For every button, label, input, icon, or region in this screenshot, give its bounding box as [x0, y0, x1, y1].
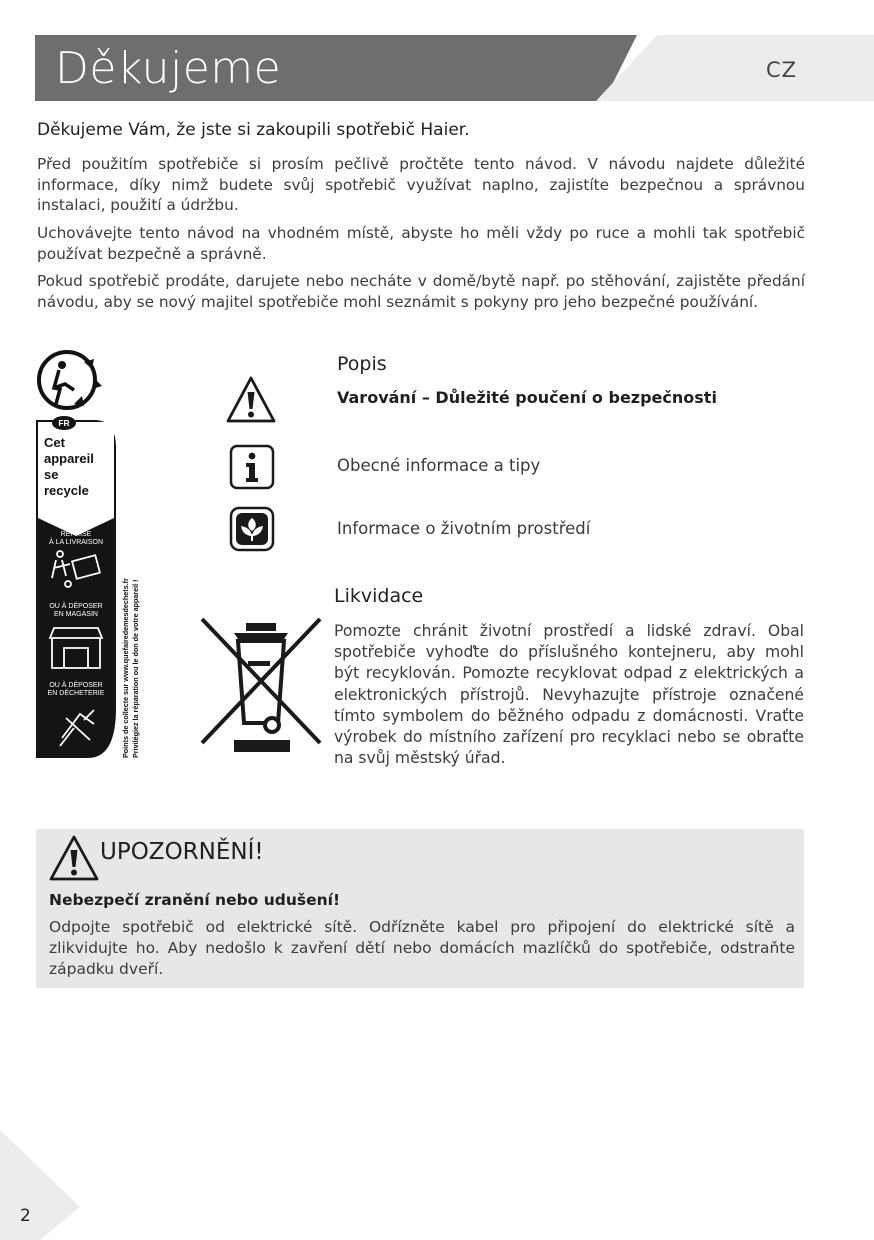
legend-title: Popis	[337, 353, 387, 375]
page-number: 2	[20, 1206, 31, 1226]
warning-title: UPOZORNĚNÍ!	[100, 839, 264, 865]
warning-triangle-icon	[225, 375, 277, 425]
collection-points-text: Points de collecte sur www.quefairedemesdechets.fr	[121, 578, 130, 758]
option3-line2: EN DÉCHETERIE	[47, 690, 105, 697]
option2-line2: EN MAGASIN	[54, 611, 98, 618]
legend-item-info-label: Obecné informace a tipy	[337, 456, 541, 475]
warning-subtitle: Nebezpečí zranění nebo udušení!	[49, 891, 341, 909]
intro-heading: Děkujeme Vám, že jste si zakoupili spotřebič Haier.	[37, 120, 470, 140]
recycle-title-line4: recycle	[44, 483, 89, 498]
recycling-info-panel	[32, 348, 147, 763]
option1-line2: À LA LIVRAISON	[48, 539, 104, 546]
option3-line1: OU À DÉPOSER	[49, 682, 103, 689]
triman-logo-icon	[39, 352, 102, 408]
option1-line1: REPRISE	[60, 531, 92, 538]
legend-item-environment-label: Informace o životním prostředí	[337, 519, 591, 538]
option2-line1: OU À DÉPOSER	[49, 603, 103, 610]
environment-icon	[229, 506, 275, 552]
language-tab	[596, 35, 874, 101]
repair-donate-text: Privilégiez la réparation ou le don de votre appareil !	[131, 579, 140, 758]
intro-paragraph-3: Pokud spotřebič prodáte, darujete nebo necháte v domě/bytě např. po stěhování, zajistěte předání návodu, aby se nový majitel spotřebiče mohl seznámit s pokyny pro jeho bezpečné používání.	[37, 272, 805, 311]
page-corner-tab	[0, 1130, 80, 1240]
language-code: CZ	[766, 58, 798, 82]
page-title: Děkujeme	[55, 43, 282, 94]
disposal-text: Pomozte chránit životní prostředí a lidské zdraví. Obal spotřebiče vyhoďte do příslušného kontejneru, aby mohl být recyklován. Pomozte recyklovat odpad z elektrických a elektronických přístrojů. Nevyhazujte přístroje označené tímto symbolem do běžného odpadu z domácnosti. Vraťte výrobek do místního zařízení pro recyklaci nebo se obraťte na svůj městský úřad.	[334, 622, 804, 768]
disposal-title: Likvidace	[334, 585, 424, 607]
warning-text: Odpojte spotřebič od elektrické sítě. Odřízněte kabel pro připojení do elektrické sítě a zlikvidujte ho. Aby nedošlo k zavření dětí nebo domácích mazlíčků do spotřebiče, odstraňte západku dveří.	[49, 918, 795, 978]
recycle-title-line2: appareil	[44, 451, 94, 466]
legend-item-safety-label: Varování – Důležité poučení o bezpečnosti	[337, 388, 717, 407]
intro-paragraph-1: Před použitím spotřebiče si prosím pečlivě pročtěte tento návod. V návodu najdete důležité informace, díky nimž budete svůj spotřebič využívat naplno, zajistíte bezpečnou a správnou instalaci, použití a údržbu.	[37, 155, 805, 214]
recycle-title-line3: se	[44, 467, 59, 482]
info-icon	[229, 444, 275, 490]
warning-icon	[48, 834, 100, 882]
intro-paragraph-2: Uchovávejte tento návod na vhodném místě, abyste ho měli vždy po ruce a mohli tak spotřebič používat bezpečně a správně.	[37, 224, 805, 263]
recycle-title-line1: Cet	[44, 435, 65, 450]
country-label: FR	[58, 418, 70, 428]
crossed-bin-icon	[200, 615, 322, 757]
